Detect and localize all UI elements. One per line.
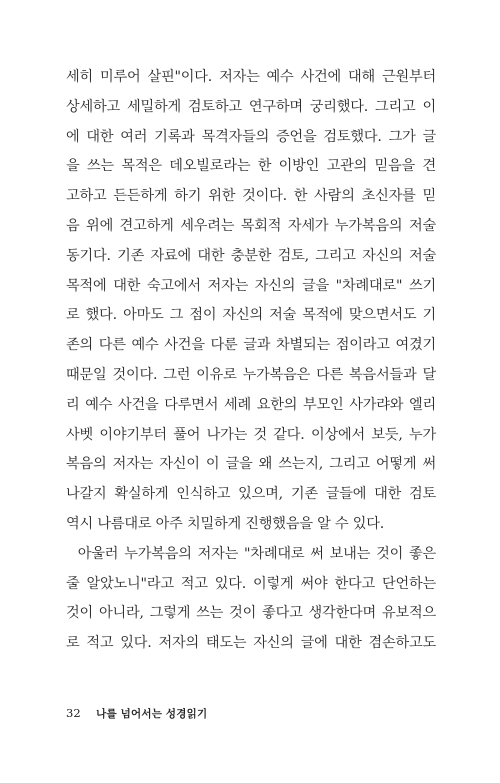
- text-line: 로 했다. 아마도 그 점이 자신의 저술 목적에 맞으면서도 기: [66, 307, 436, 324]
- paragraph: [66, 63, 436, 540]
- text-line: 을 쓰는 목적은 데오빌로라는 한 이방인 고관의 믿음을 견: [66, 158, 436, 175]
- text-line: 나갈지 확실하게 인식하고 있으며, 기존 글들에 대한 검토: [66, 486, 436, 503]
- text-line: 에 대한 여러 기록과 목격자들의 증언을 검토했다. 그가 글: [66, 128, 436, 145]
- text-line: 때문일 것이다. 그런 이유로 누가복음은 다른 복음서들과 달: [66, 366, 436, 383]
- text-line: 리 예수 사건을 다루면서 세례 요한의 부모인 사가랴와 엘리: [66, 396, 436, 413]
- page-number: 32: [66, 706, 81, 720]
- paragraph: [66, 540, 436, 659]
- text-line: 목적에 대한 숙고에서 저자는 자신의 글을 "차례대로" 쓰기: [66, 277, 436, 294]
- text-line: 상세하고 세밀하게 검토하고 연구하며 궁리했다. 그리고 이: [66, 98, 436, 115]
- text-line: 존의 다른 예수 사건을 다룬 글과 차별되는 점이라고 여겼기: [66, 337, 436, 354]
- text-line: 세히 미루어 살핀"이다. 저자는 예수 사건에 대해 근원부터: [66, 69, 436, 85]
- text-line: 아울러 누가복음의 저자는 "차례대로 써 보내는 것이 좋은: [66, 545, 436, 562]
- text-line: 음 위에 견고하게 세우려는 목회적 자세가 누가복음의 저술: [66, 217, 436, 234]
- text-line: 사벳 이야기부터 풀어 나가는 것 같다. 이상에서 보듯, 누가: [66, 426, 436, 443]
- text-line: 복음의 저자는 자신이 이 글을 왜 쓰는지, 그리고 어떻게 써: [66, 456, 436, 473]
- text-line: 로 적고 있다. 저자의 태도는 자신의 글에 대한 겸손하고도: [66, 635, 436, 652]
- body-text: [66, 63, 436, 659]
- text-line: 고하고 든든하게 하기 위한 것이다. 한 사람의 초신자를 믿: [66, 188, 436, 205]
- text-line: 역시 나름대로 아주 치밀하게 진행했음을 알 수 있다.: [66, 515, 385, 532]
- text-line: 줄 알았노니"라고 적고 있다. 이렇게 써야 한다고 단언하는: [66, 575, 436, 592]
- text-line: 동기다. 기존 자료에 대한 충분한 검토, 그리고 자신의 저술: [66, 247, 436, 264]
- page-footer: [66, 706, 207, 721]
- text-line: 것이 아니라, 그렇게 쓰는 것이 좋다고 생각한다며 유보적으: [66, 605, 436, 622]
- running-title: 나를 넘어서는 성경읽기: [96, 708, 208, 720]
